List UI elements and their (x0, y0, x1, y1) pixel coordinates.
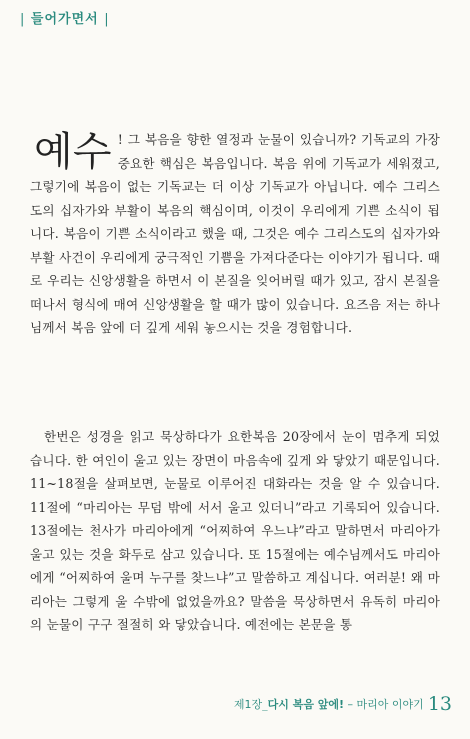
paragraph-1 (30, 128, 440, 340)
footer-chapter: 제1장 (233, 698, 263, 711)
drop-cap: 예수 (34, 129, 112, 175)
paragraph-2-text: 한번은 성경을 읽고 묵상하다가 요한복음 20장에서 눈이 멈추게 되었습니다. 한 여인이 울고 있는 장면이 마음속에 깊게 와 닿았기 때문입니다. 11~18절을 살펴보면, 눈물로 이루어진 대화라는 것을 알 수 있습니다. 11절에 “마리아는 무덤 밖에 서서 울고 있더니”라고 기록되어 있습니다. 13절에는 천사가 마리아에게 “어찌하여 우느냐”라고 말하면서 마리아가 울고 있는 것을 화두로 삼고 있습니다. 또 15절에는 예수님께서도 마리아에게 “어찌하여 울며 누구를 찾느냐”고 말씀하고 계십니다. 여러분! 왜 마리아는 그렇게 울 수밖에 없었을까요? 말씀을 묵상하면서 유독히 마리아의 눈물이 구구 절절히 와 닿았습니다. 예전에는 본문을 통 (30, 429, 440, 632)
header-bar-right: | (104, 12, 110, 27)
page-footer (234, 693, 452, 715)
header-title: 들어가면서 (30, 12, 99, 27)
paragraph-1-body: ! 그 복음을 향한 열정과 눈물이 있습니까? 기독교의 가장 중요한 핵심은 복음입니다. 복음 위에 기독교가 세워졌고, 그렇기에 복음이 없는 기독교는 더 이상 기독교가 아닙니다. 예수 그리스도의 십자가와 부활이 복음의 핵심이며, 이것이 우리에게 기쁜 소식이 됩니다. 복음이 기쁜 소식이라고 했을 때, 그것은 예수 그리스도의 십자가와 부활 사건이 우리에게 궁극적인 기쁨을 가져다준다는 이야기가 됩니다. 때로 우리는 신앙생활을 하면서 이 본질을 잊어버릴 때가 있고, 잠시 본질을 떠나서 형식에 매여 신앙생활을 할 때가 많이 있습니다. 요즈음 저는 하나님께서 복음 앞에 더 깊게 세워 놓으시는 것을 경험합니다. (30, 132, 440, 335)
page-number: 13 (427, 693, 452, 715)
footer-subtitle: 마리아 이야기 (356, 698, 424, 711)
footer-dash: – (344, 698, 357, 711)
footer-book-title: 다시 복음 앞에! (267, 698, 345, 711)
header-bar-left: | (20, 12, 26, 27)
footer-separator: _ (262, 698, 268, 711)
paragraph-2 (30, 425, 440, 637)
section-header (20, 8, 110, 27)
paragraph-1-text (30, 128, 440, 340)
